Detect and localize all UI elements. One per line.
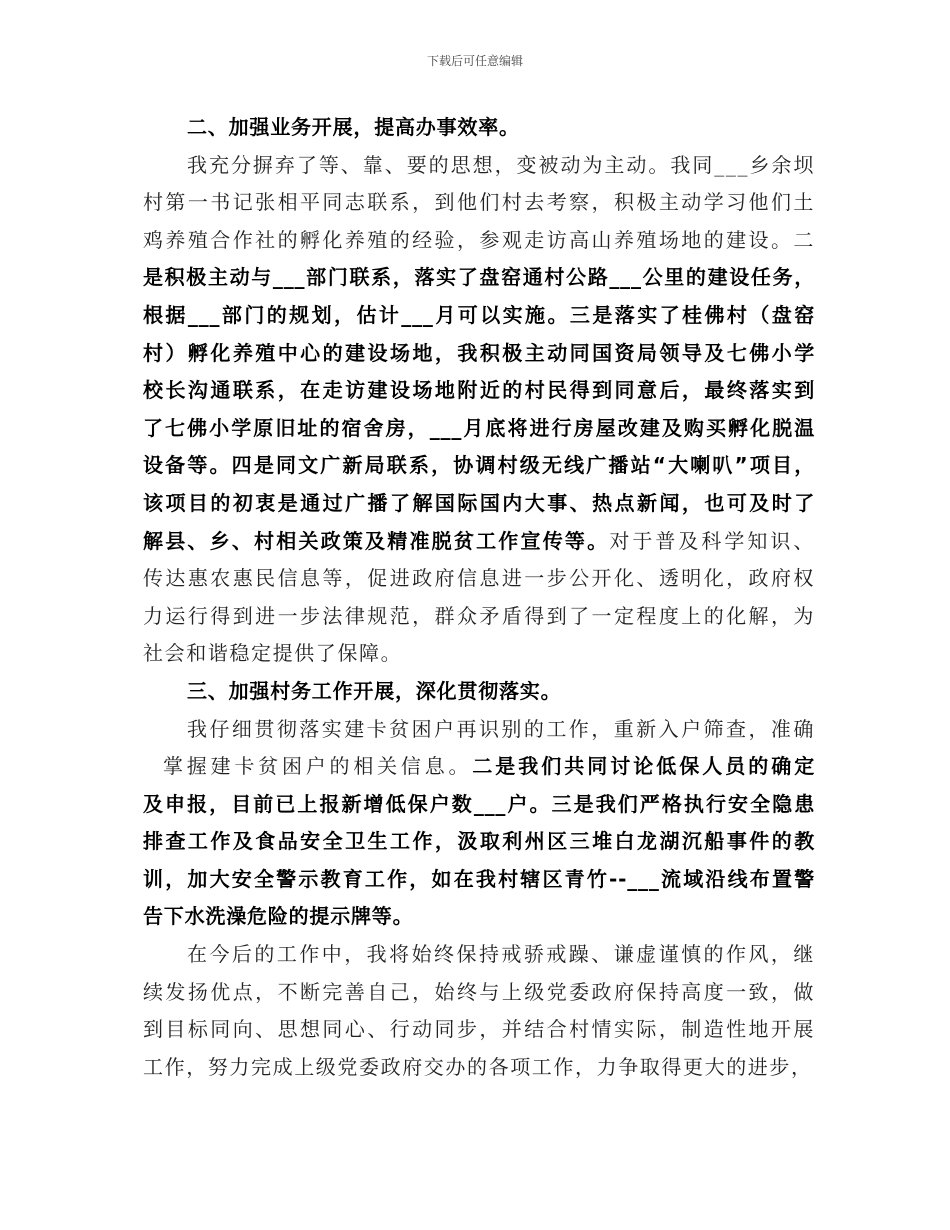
- text-line: 训，加大安全警示教育工作，如在我村辖区青竹--___流域沿线布置警: [143, 866, 815, 891]
- text-line: 力运行得到进一步法律规范，群众矛盾得到了一定程度上的化解，为: [143, 603, 815, 628]
- text-line: 了七佛小学原旧址的宿舍房，___月底将进行房屋改建及购买孵化脱温: [143, 415, 815, 440]
- text-line: 到目标同向、思想同心、行动同步，并结合村情实际，制造性地开展: [143, 1017, 815, 1042]
- text-line: 工作，努力完成上级党委政府交办的各项工作，力争取得更大的进步，: [143, 1054, 813, 1079]
- text-line: 三、加强村务工作开展，深化贯彻落实。: [187, 678, 562, 703]
- text-line: 二、加强业务开展，提高办事效率。: [187, 115, 520, 139]
- text-line: 我仔细贯彻落实建卡贫困户再识别的工作，重新入户筛查，准确: [187, 716, 815, 741]
- text-line: [143, 748, 815, 786]
- text-line: 我充分摒弃了等、靠、要的思想，变被动为主动。我同___乡余坝: [187, 152, 815, 177]
- text-line: 村）孵化养殖中心的建设场地，我积极主动同国资局领导及七佛小学: [143, 340, 815, 365]
- text-line: 在今后的工作中，我将始终保持戒骄戒躁、谦虚谨慎的作风，继: [187, 942, 815, 967]
- normal-segment: 掌握建卡贫困户的相关信息。: [163, 754, 473, 779]
- text-line: 社会和谐稳定提供了保障。: [143, 641, 403, 666]
- text-line: 传达惠农惠民信息等，促进政府信息进一步公开化、透明化，政府权: [143, 566, 815, 591]
- text-line: 校长沟通联系，在走访建设场地附近的村民得到同意后，最终落实到: [143, 378, 815, 403]
- text-line: 及申报，目前已上报新增低保户数___户。三是我们严格执行安全隐患: [143, 791, 815, 816]
- text-line: 鸡养殖合作社的孵化养殖的经验，参观走访高山养殖场地的建设。二: [143, 227, 815, 252]
- text-line: 是积极主动与___部门联系，落实了盘窑通村公路___公里的建设任务，: [143, 265, 815, 290]
- text-line: 根据___部门的规划，估计___月可以实施。三是落实了桂佛村（盘窑: [143, 302, 815, 327]
- text-line: 村第一书记张相平同志联系，到他们村去考察，积极主动学习他们土: [143, 190, 815, 215]
- text-line: 续发扬优点，不断完善自己，始终与上级党委政府保持高度一致，做: [143, 979, 815, 1004]
- bold-segment: 解县、乡、村相关政策及精准脱贫工作宣传等。: [143, 528, 610, 553]
- page-header: 下载后可任意编辑: [426, 54, 523, 68]
- bold-segment: 二是我们共同讨论低保人员的确定: [472, 754, 816, 779]
- text-line: 排查工作及食品安全卫生工作，汲取利州区三堆白龙湖沉船事件的教: [143, 829, 815, 854]
- text-line: 告下水洗澡危险的提示牌等。: [143, 904, 414, 929]
- normal-segment: 对于普及科学知识、: [609, 528, 815, 553]
- text-line: 设备等。四是同文广新局联系，协调村级无线广播站“大喇叭”项目，: [143, 453, 815, 478]
- text-line: 该项目的初衷是通过广播了解国际国内大事、热点新闻，也可及时了: [143, 490, 815, 515]
- document-body: [143, 109, 815, 1086]
- text-line: [143, 523, 815, 561]
